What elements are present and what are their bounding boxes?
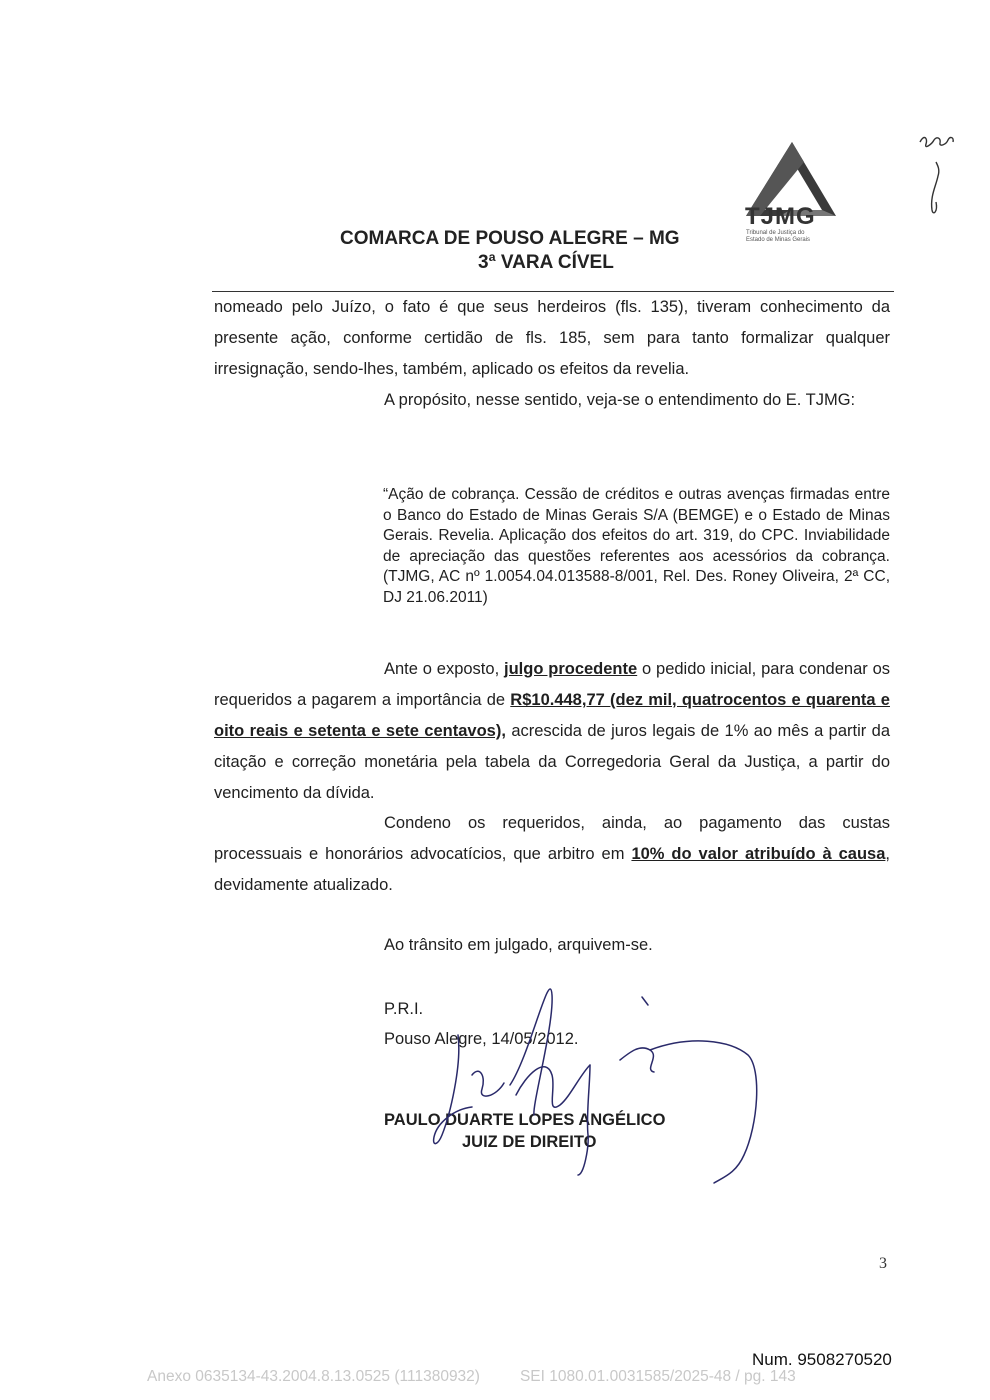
- p3-text-e: acrescida de juros legais de 1% ao mês a partir da citação e correção monetária pela tabela da Corregedoria Geral da Justiça, a partir do vencimento da dívida.: [214, 722, 891, 802]
- footer-watermark: [147, 1368, 796, 1386]
- p3-judgement: julgo procedente: [504, 660, 638, 678]
- p3-amount: R$10.448,77 (dez mil, quatrocentos e quarenta e oito reais e setenta e sete centavos),: [214, 691, 890, 740]
- paragraph-3: [214, 654, 890, 809]
- judge-title: JUIZ DE DIREITO: [462, 1133, 597, 1151]
- logo-subtitle-line-2: Estado de Minas Gerais: [746, 237, 811, 243]
- logo-subtitle: [746, 230, 846, 244]
- p4-text-a: Condeno os requeridos, ainda, ao pagamento das custas processuais e honorários advocatícios, que arbitro em: [214, 814, 890, 863]
- paragraph-4: [214, 808, 890, 901]
- paragraph-1: nomeado pelo Juízo, o fato é que seus herdeiros (fls. 135), tiveram conhecimento da presente ação, conforme certidão de fls. 185, sem para tanto formalizar qualquer irresignação, sendo-lhes, também, aplicado os efeitos da revelia.: [214, 298, 890, 378]
- vara-heading: 3ª VARA CÍVEL: [478, 252, 614, 273]
- paragraph-2: A propósito, nesse sentido, veja-se o entendimento do E. TJMG:: [384, 391, 856, 409]
- judge-name: PAULO DUARTE LOPES ANGÉLICO: [384, 1111, 666, 1129]
- p3-text-a: Ante o exposto,: [384, 660, 504, 678]
- comarca-heading: COMARCA DE POUSO ALEGRE – MG: [340, 228, 680, 249]
- jurisprudence-quote: “Ação de cobrança. Cessão de créditos e outras avenças firmadas entre o Banco do Estado de Minas Gerais S/A (BEMGE) e o Estado de Minas Gerais. Revelia. Aplicação dos efeitos do art. 319, do CPC. Inviabilidade de apreciação das questões referentes aos acessórios da cobrança. (TJMG, AC nº 1.0054.04.013588-8/001, Rel. Des. Roney Oliveira, 2ª CC, DJ 21.06.2011): [383, 486, 890, 606]
- footer-sei: SEI 1080.01.0031585/2025-48 / pg. 143: [519, 1368, 796, 1385]
- handwritten-signature-icon: [420, 975, 760, 1195]
- pri-label: P.R.I.: [384, 1000, 424, 1018]
- footer-annex: Anexo 0635134-43.2004.8.13.0525 (111380932): [147, 1368, 480, 1385]
- paragraph-5: Ao trânsito em julgado, arquivem-se.: [384, 936, 653, 954]
- logo-subtitle-line-1: Tribunal de Justiça do: [746, 230, 805, 236]
- page-number: 3: [879, 1255, 887, 1272]
- p3-text-c: o pedido inicial, para condenar os requeridos a pagarem a importância de: [214, 660, 891, 709]
- logo-text: TJMG: [745, 203, 816, 230]
- p4-text-c: , devidamente atualizado.: [214, 845, 890, 894]
- document-number: Num. 9508270520: [752, 1350, 892, 1369]
- handwritten-margin-note-icon: [918, 130, 968, 220]
- place-date: Pouso Alegre, 14/05/2012.: [384, 1030, 579, 1048]
- p4-fee: 10% do valor atribuído à causa: [631, 845, 886, 863]
